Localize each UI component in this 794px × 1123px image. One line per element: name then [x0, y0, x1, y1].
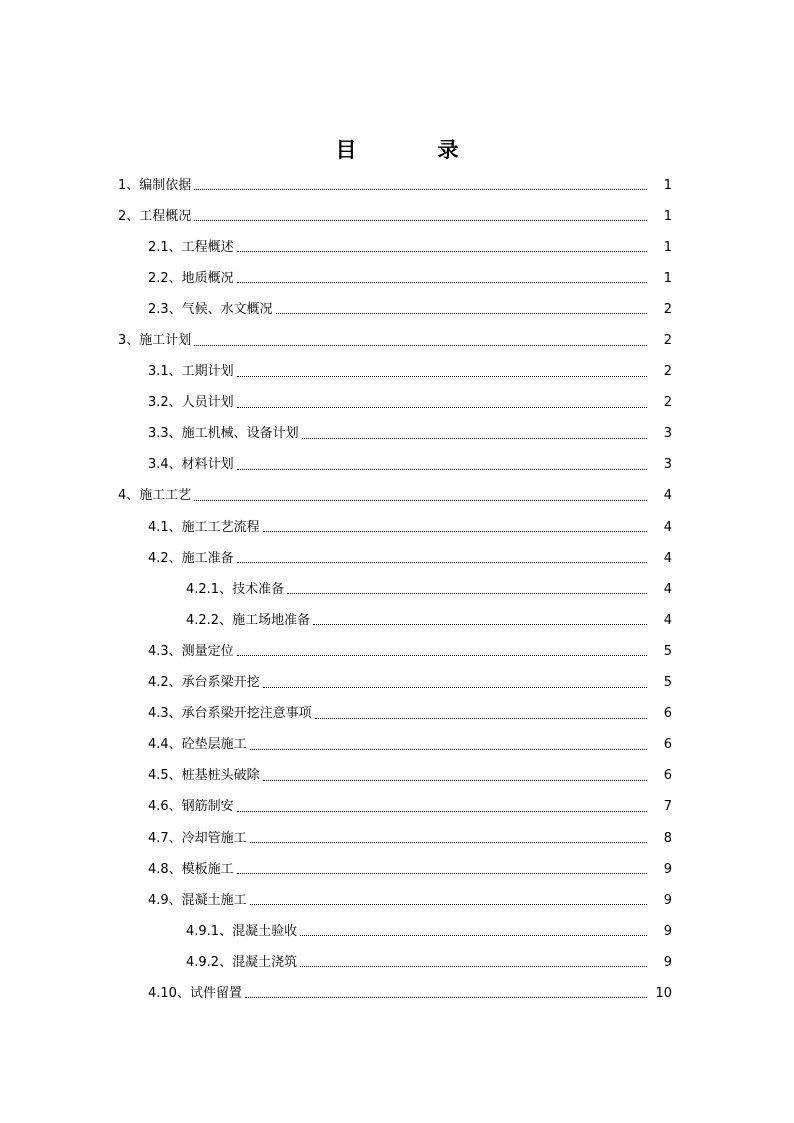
toc-entry[interactable]	[0, 201, 794, 232]
toc-page-number: 2	[663, 395, 672, 411]
dot-leader	[237, 645, 647, 656]
toc-page-number: 3	[663, 457, 672, 473]
toc-entry[interactable]	[0, 636, 794, 667]
dot-leader	[237, 397, 647, 408]
toc-page-number: 4	[663, 550, 672, 566]
toc-page-number: 10	[655, 985, 672, 1001]
toc-page-number: 9	[663, 892, 672, 908]
toc-entry-title: 1、编制依据	[118, 177, 192, 193]
toc-entry[interactable]	[0, 668, 794, 699]
toc-entry[interactable]	[0, 388, 794, 419]
toc-title: 目 录	[335, 137, 489, 162]
toc-entry-title: 4.10、试件留置	[148, 985, 242, 1001]
toc-page-number: 4	[663, 612, 672, 628]
toc-entry-title: 4.2、施工准备	[148, 550, 234, 566]
toc-entry-title: 4.1、施工工艺流程	[148, 519, 260, 535]
toc-entry-title: 3、施工计划	[118, 333, 192, 349]
toc-page-number: 5	[663, 675, 672, 691]
toc-entry-title: 2、工程概况	[118, 208, 192, 224]
dot-leader	[194, 335, 647, 346]
toc-entry-title: 4.5、桩基桩头破除	[148, 768, 260, 784]
toc-entry-title: 3.4、材料计划	[148, 457, 234, 473]
toc-page-number: 6	[663, 706, 672, 722]
toc-entry[interactable]	[0, 761, 794, 792]
toc-entry-title: 2.2、地质概况	[148, 270, 234, 286]
dot-leader	[313, 614, 647, 625]
toc-entry-title: 4.2.1、技术准备	[186, 581, 285, 597]
dot-leader	[263, 770, 647, 781]
toc-entry-title: 4.7、冷却管施工	[148, 830, 247, 846]
dot-leader	[237, 801, 647, 812]
dot-leader	[245, 987, 647, 998]
toc-entry-title: 4、施工工艺	[118, 488, 192, 504]
toc-page-number: 4	[663, 519, 672, 535]
toc-entry[interactable]	[0, 450, 794, 481]
dot-leader	[237, 863, 647, 874]
toc-entry[interactable]	[0, 854, 794, 885]
toc-entry[interactable]	[0, 730, 794, 761]
table-of-contents	[0, 170, 794, 1010]
dot-leader	[287, 583, 647, 594]
toc-entry-title: 4.4、砼垫层施工	[148, 737, 247, 753]
toc-page-number: 4	[663, 488, 672, 504]
toc-entry[interactable]	[0, 512, 794, 543]
dot-leader	[237, 366, 647, 377]
toc-page-number: 2	[663, 301, 672, 317]
toc-entry[interactable]	[0, 574, 794, 605]
dot-leader	[237, 272, 647, 283]
toc-page-number: 8	[663, 830, 672, 846]
toc-page-number: 1	[663, 177, 672, 193]
toc-entry[interactable]	[0, 823, 794, 854]
toc-entry-title: 3.2、人员计划	[148, 395, 234, 411]
toc-entry-title: 4.6、钢筋制安	[148, 799, 234, 815]
toc-page-number: 6	[663, 768, 672, 784]
toc-entry[interactable]	[0, 170, 794, 201]
toc-page-number: 2	[663, 333, 672, 349]
toc-entry[interactable]	[0, 419, 794, 450]
toc-entry-title: 4.9、混凝土施工	[148, 892, 247, 908]
toc-entry-title: 4.8、模板施工	[148, 861, 234, 877]
toc-page-number: 1	[663, 208, 672, 224]
dot-leader	[300, 925, 647, 936]
toc-entry[interactable]	[0, 792, 794, 823]
toc-entry-title: 2.3、气候、水文概况	[148, 301, 273, 317]
toc-page-number: 7	[663, 799, 672, 815]
toc-page-number: 9	[663, 923, 672, 939]
toc-entry[interactable]	[0, 605, 794, 636]
toc-entry[interactable]	[0, 325, 794, 356]
toc-entry[interactable]	[0, 481, 794, 512]
dot-leader	[237, 552, 647, 563]
toc-page-number: 1	[663, 239, 672, 255]
dot-leader	[300, 956, 647, 967]
toc-entry[interactable]	[0, 294, 794, 325]
dot-leader	[302, 428, 647, 439]
toc-page-number: 9	[663, 861, 672, 877]
toc-entry-title: 4.9.1、混凝土验收	[186, 923, 298, 939]
toc-entry[interactable]	[0, 947, 794, 978]
toc-entry-title: 4.9.2、混凝土浇筑	[186, 954, 298, 970]
toc-entry[interactable]	[0, 885, 794, 916]
toc-entry[interactable]	[0, 916, 794, 947]
dot-leader	[194, 210, 647, 221]
toc-entry[interactable]	[0, 232, 794, 263]
toc-page-number: 4	[663, 581, 672, 597]
toc-entry-title: 3.1、工期计划	[148, 364, 234, 380]
toc-entry[interactable]	[0, 543, 794, 574]
dot-leader	[315, 708, 647, 719]
toc-entry-title: 4.2、承台系梁开挖	[148, 675, 260, 691]
dot-leader	[237, 241, 647, 252]
toc-entry-title: 4.3、承台系梁开挖注意事项	[148, 706, 312, 722]
toc-page-number: 2	[663, 364, 672, 380]
toc-entry-title: 2.1、工程概述	[148, 239, 234, 255]
toc-entry-title: 4.2.2、施工场地准备	[186, 612, 311, 628]
dot-leader	[237, 459, 647, 470]
toc-entry[interactable]	[0, 699, 794, 730]
dot-leader	[250, 739, 647, 750]
dot-leader	[263, 521, 647, 532]
toc-page-number: 5	[663, 643, 672, 659]
dot-leader	[263, 677, 647, 688]
dot-leader	[194, 490, 647, 501]
dot-leader	[250, 894, 647, 905]
dot-leader	[250, 832, 647, 843]
toc-page-number: 9	[663, 954, 672, 970]
toc-entry-title: 4.3、测量定位	[148, 643, 234, 659]
toc-entry[interactable]	[0, 357, 794, 388]
dot-leader	[194, 179, 647, 190]
dot-leader	[276, 303, 647, 314]
toc-entry-title: 3.3、施工机械、设备计划	[148, 426, 299, 442]
toc-page-number: 3	[663, 426, 672, 442]
toc-page-number: 1	[663, 270, 672, 286]
toc-entry[interactable]	[0, 263, 794, 294]
toc-page-number: 6	[663, 737, 672, 753]
toc-entry[interactable]	[0, 978, 794, 1009]
